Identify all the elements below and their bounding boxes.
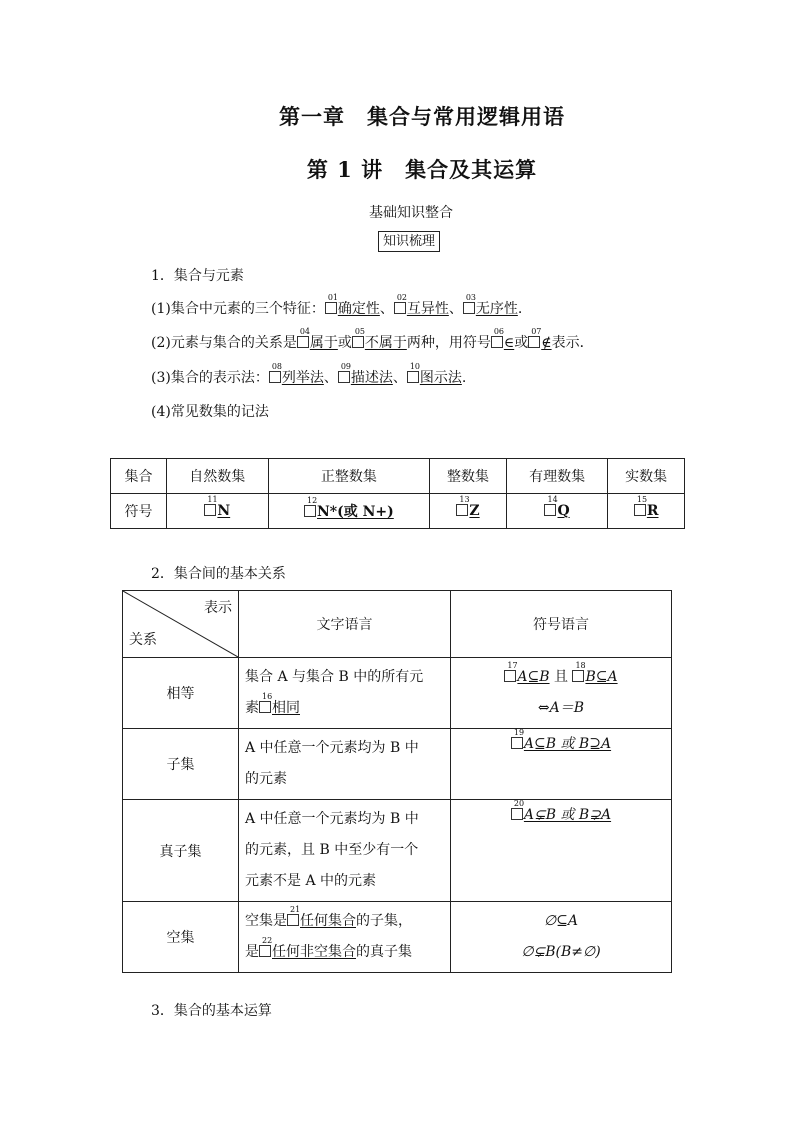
set-relation-table bbox=[122, 590, 672, 973]
heading-set-operations: 3．集合的基本运算 bbox=[151, 1003, 272, 1019]
knowledge-box-label: 知识梳理 bbox=[378, 231, 440, 252]
heading-set-and-element: 1．集合与元素 bbox=[151, 268, 244, 284]
table-row: 真子集 A 中任意一个元素均为 B 中 的元素，且 B 中至少有一个 元素不是 A 中的元素 20 A⊊B 或 B⊋A bbox=[123, 800, 672, 902]
paragraph-set-representation: (3)集合的表示法： 08 列举法、 09 描述法、 10 图示法. bbox=[151, 362, 467, 386]
blank-marker: 07 bbox=[528, 336, 540, 348]
blank-marker: 05 bbox=[352, 336, 364, 348]
blank-marker: 06 bbox=[491, 336, 503, 348]
table-row: 空集 空集是 21 任何集合的子集， 是 22 任何非空集合的真子集 ∅⊆A ∅⊊B(B≠∅) bbox=[123, 902, 672, 973]
blank-marker: 01 bbox=[325, 302, 337, 314]
table-row: 符号 11 N 12 N*(或 N+) 13 Z 14 Q 15 R bbox=[111, 494, 685, 529]
blank-marker: 22 bbox=[259, 945, 271, 957]
section-title: 基础知识整合 bbox=[369, 205, 453, 221]
blank-marker: 02 bbox=[394, 302, 406, 314]
table-row: 集合 自然数集 正整数集 整数集 有理数集 实数集 bbox=[111, 459, 685, 494]
blank-marker: 09 bbox=[338, 371, 350, 383]
chapter-title: 第一章 集合与常用逻辑用语 bbox=[279, 104, 565, 129]
blank-marker: 15 bbox=[634, 504, 646, 516]
blank-marker: 11 bbox=[204, 504, 216, 516]
diagonal-header-cell: 表示 关系 bbox=[123, 591, 239, 658]
blank-marker: 14 bbox=[544, 504, 556, 516]
paragraph-element-relation: (2)元素与集合的关系是 04 属于或 05 不属于两种，用符号 06 ∈或 07 ∉表示． bbox=[151, 327, 594, 351]
blank-marker: 16 bbox=[259, 701, 271, 713]
number-set-table bbox=[110, 458, 685, 529]
blank-marker: 20 bbox=[511, 808, 523, 820]
table-row: 相等 集合 A 与集合 B 中的所有元 素 16 相同 17 A⊆B 且 18 B⊆A ⇔A＝B bbox=[123, 658, 672, 729]
blank-marker: 19 bbox=[511, 737, 523, 749]
blank-marker: 17 bbox=[504, 670, 516, 682]
blank-marker: 04 bbox=[297, 336, 309, 348]
blank-marker: 18 bbox=[572, 670, 584, 682]
heading-set-relations: 2．集合间的基本关系 bbox=[151, 566, 286, 582]
paragraph-element-features: (1)集合中元素的三个特征： 01 确定性、 02 互异性、 03 无序性. bbox=[151, 293, 523, 317]
table-row: 表示 关系 文字语言 符号语言 bbox=[123, 591, 672, 658]
blank-marker: 12 bbox=[304, 505, 316, 517]
blank-marker: 21 bbox=[287, 914, 299, 926]
blank-marker: 10 bbox=[407, 371, 419, 383]
blank-marker: 08 bbox=[269, 371, 281, 383]
paragraph-number-sets: (4)常见数集的记法 bbox=[151, 404, 269, 420]
lesson-title: 第 1 讲 集合及其运算 bbox=[306, 157, 538, 182]
blank-marker: 13 bbox=[456, 504, 468, 516]
table-row: 子集 A 中任意一个元素均为 B 中 的元素 19 A⊆B 或 B⊇A bbox=[123, 729, 672, 800]
blank-marker: 03 bbox=[463, 302, 475, 314]
